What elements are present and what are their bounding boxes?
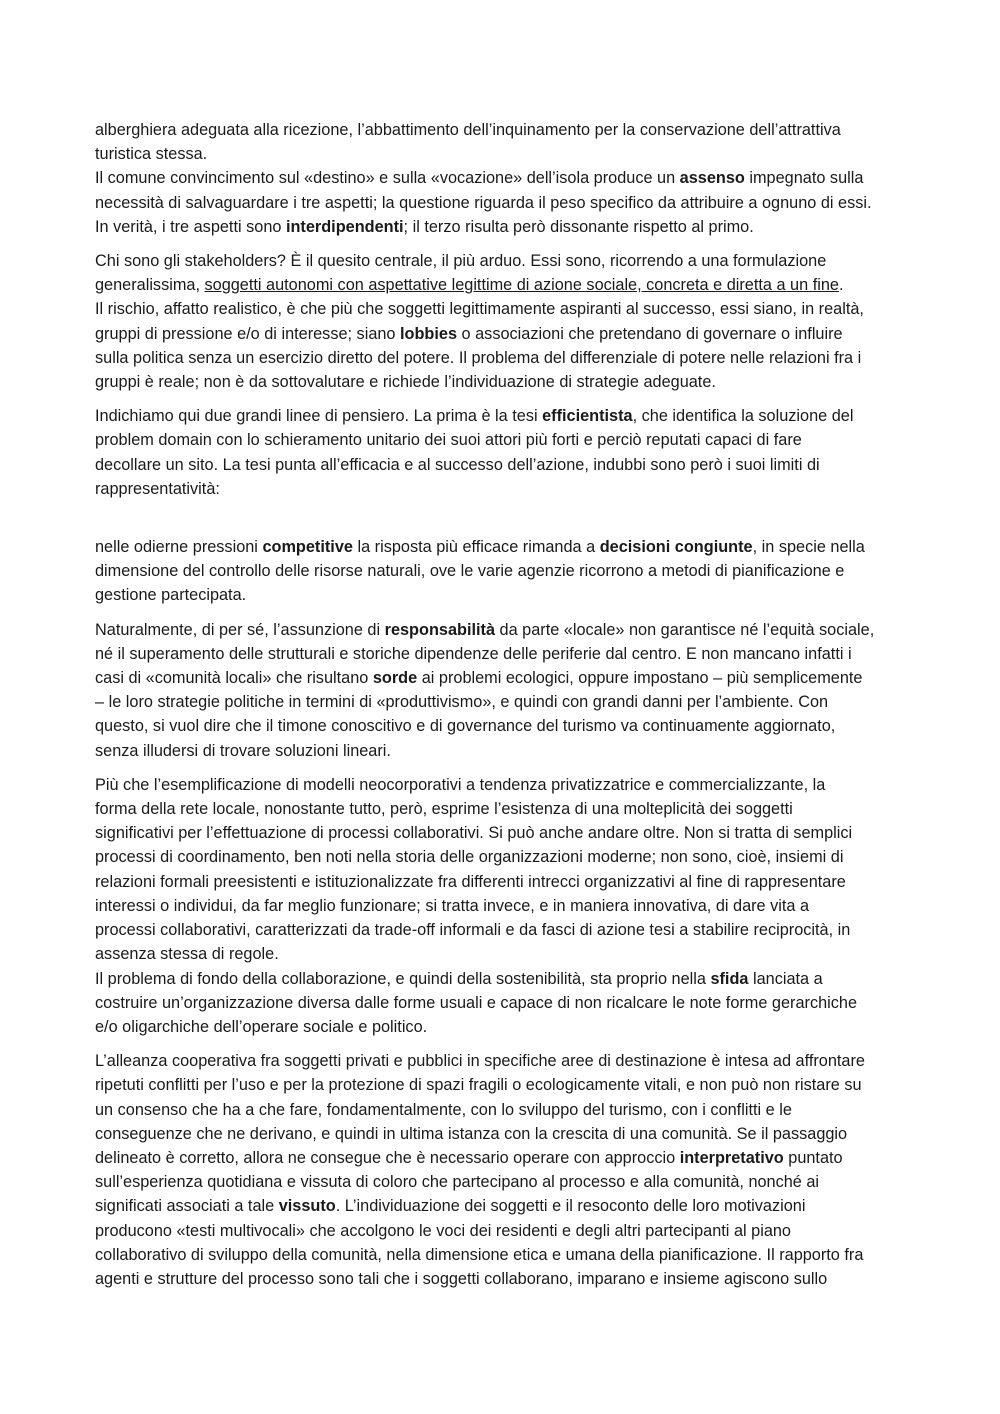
text-line: [95, 870, 915, 894]
text-run: turistica stessa.: [95, 145, 208, 164]
paragraph: [95, 535, 915, 608]
text-line: [95, 845, 915, 869]
text-line: [95, 142, 915, 166]
text-line: [95, 991, 915, 1015]
text-run: nelle odierne pressioni: [95, 538, 263, 557]
text-run: , che identifica la soluzione del: [632, 407, 854, 426]
text-line: [95, 797, 915, 821]
bold-term: decisioni congiunte: [599, 538, 753, 557]
text-line: [95, 666, 915, 690]
text-line: [95, 428, 915, 452]
text-line: [95, 1122, 915, 1146]
bold-term: efficientista: [542, 407, 633, 426]
text-line: [95, 166, 915, 190]
text-run: Il comune convincimento sul «destino» e sulla «vocazione» dell’isola produce un: [95, 169, 680, 188]
text-run: ; il terzo risulta però dissonante rispetto al primo.: [403, 217, 754, 236]
text-run: . L’individuazione dei soggetti e il resoconto delle loro motivazioni: [335, 1197, 806, 1216]
text-line: [95, 215, 915, 239]
text-run: ai problemi ecologici, oppure impostano – più semplicemente: [417, 669, 863, 688]
text-line: [95, 1098, 915, 1122]
text-line: [95, 297, 915, 321]
text-line: [95, 773, 915, 797]
text-run: Più che l’esemplificazione di modelli neocorporativi a tendenza privatizzatrice e commercializzante, la: [95, 775, 826, 794]
text-run: necessità di salvaguardare i tre aspetti; la questione riguarda il peso specifico da attribuire a ognuno di essi.: [95, 193, 872, 212]
paragraph: [95, 118, 915, 239]
bold-term: assenso: [679, 169, 745, 188]
text-run: agenti e strutture del processo sono tali che i soggetti collaborano, imparano e insieme agiscono sullo: [95, 1269, 828, 1288]
text-line: [95, 618, 915, 642]
text-line: [95, 370, 915, 394]
text-run: senza illudersi di trovare soluzioni lineari.: [95, 741, 391, 760]
text-run: assenza stessa di regole.: [95, 945, 279, 964]
text-run: decollare un sito. La tesi punta all’efficacia e al successo dell’azione, indubbi sono però i suoi limiti di: [95, 455, 820, 474]
text-run: – le loro strategie politiche in termini di «produttivismo», e quindi con grandi danni per l’ambiente. Con: [95, 693, 829, 712]
text-run: puntato: [783, 1148, 843, 1167]
text-run: ripetuti conflitti per l’uso e per la protezione di spazi fragili o ecologicamente vitali, e non può non ristare su: [95, 1076, 862, 1095]
text-line: [95, 118, 915, 142]
text-run: Naturalmente, di per sé, l’assunzione di: [95, 620, 385, 639]
text-run: costruire un’organizzazione diversa dalle forme usuali e capace di non ricalcare le note forme gerarchiche: [95, 993, 858, 1012]
paragraph: [95, 249, 915, 394]
text-line: [95, 918, 915, 942]
bold-term: lobbies: [400, 324, 458, 343]
text-run: forma della rete locale, nonostante tutto, però, esprime l’esistenza di una molteplicità dei soggetti: [95, 800, 793, 819]
bold-term: sfida: [710, 969, 749, 988]
text-run: Indichiamo qui due grandi linee di pensiero. La prima è la tesi: [95, 407, 543, 426]
text-line: [95, 1049, 915, 1073]
text-run: Il rischio, affatto realistico, è che più che soggetti legittimamente aspiranti al successo, essi siano, in realtà,: [95, 300, 864, 319]
bold-term: responsabilità: [384, 620, 495, 639]
document-body: [95, 118, 915, 1301]
text-run: rappresentatività:: [95, 479, 220, 498]
text-line: [95, 821, 915, 845]
paragraph: [95, 404, 915, 501]
paragraph: [95, 1049, 915, 1291]
text-line: [95, 191, 915, 215]
bold-term: sorde: [372, 669, 418, 688]
text-line: [95, 1194, 915, 1218]
text-run: processi collaborativi, caratterizzati da trade-off informali e da fasci di azione tesi a stabilire reciprocità, in: [95, 921, 851, 940]
text-run: questo, si vuol dire che il timone conoscitivo e di governance del turismo va continuamente aggiornato,: [95, 717, 836, 736]
text-run: dimensione del controllo delle risorse naturali, ove le varie agenzie ricorrono a metodi di pianificazione e: [95, 562, 845, 581]
text-line: [95, 477, 915, 501]
text-line: [95, 322, 915, 346]
text-run: sull’esperienza quotidiana e vissuta di coloro che partecipano al processo e alla comunità, nonché ai: [95, 1173, 820, 1192]
underlined-phrase: soggetti autonomi con aspettative legittime di azione sociale, concreta e diretta a un fine: [204, 276, 839, 295]
text-run: o associazioni che pretendano di governare o influire: [457, 324, 843, 343]
text-run: lanciata a: [748, 969, 823, 988]
text-line: [95, 642, 915, 666]
text-run: né il superamento delle strutturali e storiche dipendenze delle periferie dal centro. E non mancano infatti i: [95, 644, 852, 663]
text-run: gestione partecipata.: [95, 586, 247, 605]
text-line: [95, 1170, 915, 1194]
text-run: gruppi è reale; non è da sottovalutare e richiede l’individuazione di strategie adeguate.: [95, 373, 716, 392]
text-run: In verità, i tre aspetti sono: [95, 217, 286, 236]
text-line: [95, 942, 915, 966]
text-line: [95, 1146, 915, 1170]
text-run: impegnato sulla: [744, 169, 864, 188]
text-run: conseguenze che ne derivano, e quindi in ultima istanza con la crescita di una comunità. Se il passaggio: [95, 1124, 848, 1143]
text-run: interessi o individui, da far meglio funzionare; si tratta invece, e in maniera innovativa, di dare vita a: [95, 896, 810, 915]
text-run: relazioni formali preesistenti e istituzionalizzate fra differenti intrecci organizzativi al fine di rappresentare: [95, 872, 846, 891]
text-run: , in specie nella: [752, 538, 865, 557]
paragraph: [95, 773, 915, 1039]
text-line: [95, 559, 915, 583]
text-run: gruppi di pressione e/o di interesse; siano: [95, 324, 401, 343]
text-line: [95, 1243, 915, 1267]
text-line: [95, 714, 915, 738]
text-line: [95, 346, 915, 370]
text-line: [95, 273, 915, 297]
text-line: [95, 1073, 915, 1097]
bold-term: interdipendenti: [285, 217, 404, 236]
text-run: delineato è corretto, allora ne consegue che è necessario operare con approccio: [95, 1148, 680, 1167]
text-run: L’alleanza cooperativa fra soggetti privati e pubblici in specifiche aree di destinazione è intesa ad affrontare: [95, 1052, 865, 1071]
text-line: [95, 583, 915, 607]
text-run: da parte «locale» non garantisce né l’equità sociale,: [495, 620, 875, 639]
text-run: sulla politica senza un esercizio diretto del potere. Il problema del differenziale di potere nelle relazioni fra i: [95, 348, 862, 367]
text-line: [95, 453, 915, 477]
text-line: [95, 967, 915, 991]
text-line: [95, 1219, 915, 1243]
text-line: [95, 249, 915, 273]
text-run: un consenso che ha a che fare, fondamentalmente, con lo sviluppo del turismo, con i conflitti e le: [95, 1100, 792, 1119]
text-run: la risposta più efficace rimanda a: [352, 538, 600, 557]
text-line: [95, 1267, 915, 1291]
bold-term: competitive: [262, 538, 353, 557]
text-run: Il problema di fondo della collaborazione, e quindi della sostenibilità, sta proprio nella: [95, 969, 711, 988]
text-run: Chi sono gli stakeholders? È il quesito centrale, il più arduo. Essi sono, ricorrendo a una formulazione: [95, 252, 827, 271]
text-run: problem domain con lo schieramento unitario dei suoi attori più forti e perciò reputati capaci di fare: [95, 431, 802, 450]
text-line: [95, 894, 915, 918]
text-run: generalissima,: [95, 276, 205, 295]
text-run: .: [838, 276, 844, 295]
text-line: [95, 404, 915, 428]
text-run: e/o oligarchiche dell’operare sociale e politico.: [95, 1017, 428, 1036]
bold-term: interpretativo: [679, 1148, 784, 1167]
text-run: alberghiera adeguata alla ricezione, l’abbattimento dell’inquinamento per la conservazione dell’attrattiva: [95, 121, 841, 139]
text-line: [95, 535, 915, 559]
text-run: producono «testi multivocali» che accolgono le voci dei residenti e degli altri partecipanti al piano: [95, 1221, 791, 1240]
bold-term: vissuto: [278, 1197, 336, 1216]
text-run: significati associati a tale: [95, 1197, 279, 1216]
text-run: significativi per l’effettuazione di processi collaborativi. Si può anche andare oltre. Non si tratta di semplici: [95, 824, 853, 843]
text-run: processi di coordinamento, ben noti nella storia delle organizzazioni moderne; non sono, cioè, insiemi di: [95, 848, 844, 867]
text-run: collaborativo di sviluppo della comunità, nella dimensione etica e umana della pianificazione. Il rapporto fra: [95, 1245, 864, 1264]
text-line: [95, 739, 915, 763]
text-line: [95, 690, 915, 714]
text-line: [95, 1015, 915, 1039]
text-run: casi di «comunità locali» che risultano: [95, 669, 373, 688]
paragraph: [95, 618, 915, 763]
